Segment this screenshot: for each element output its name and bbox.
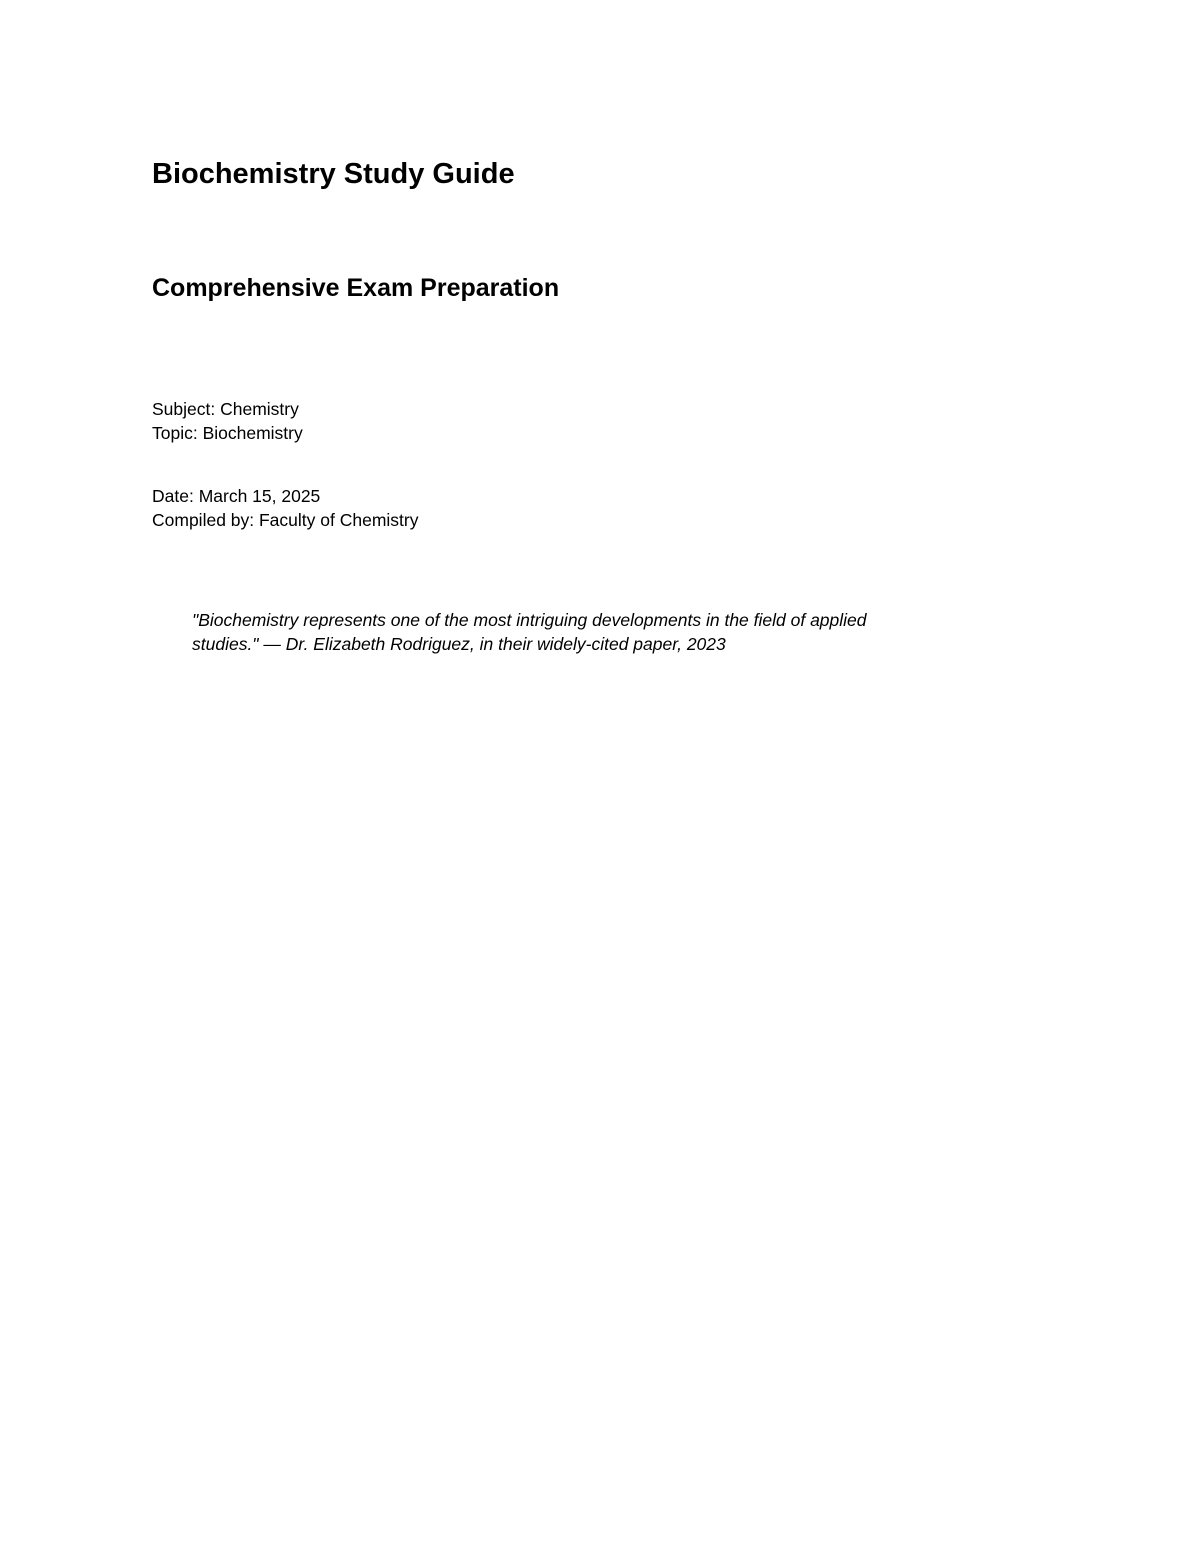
document-subtitle: Comprehensive Exam Preparation <box>152 274 560 302</box>
compiled-by-line: Compiled by: Faculty of Chemistry <box>152 510 419 530</box>
quote-line-1: "Biochemistry represents one of the most intriguing developments in the field of applied <box>192 610 867 630</box>
document-title: Biochemistry Study Guide <box>152 158 515 190</box>
date-author-block <box>152 484 418 532</box>
topic-line: Topic: Biochemistry <box>152 423 303 443</box>
epigraph-quote <box>192 608 992 656</box>
date-line: Date: March 15, 2025 <box>152 486 321 506</box>
subject-line: Subject: Chemistry <box>152 399 299 419</box>
quote-line-2: studies." — Dr. Elizabeth Rodriguez, in their widely-cited paper, 2023 <box>192 634 726 654</box>
subject-topic-block <box>152 397 303 445</box>
